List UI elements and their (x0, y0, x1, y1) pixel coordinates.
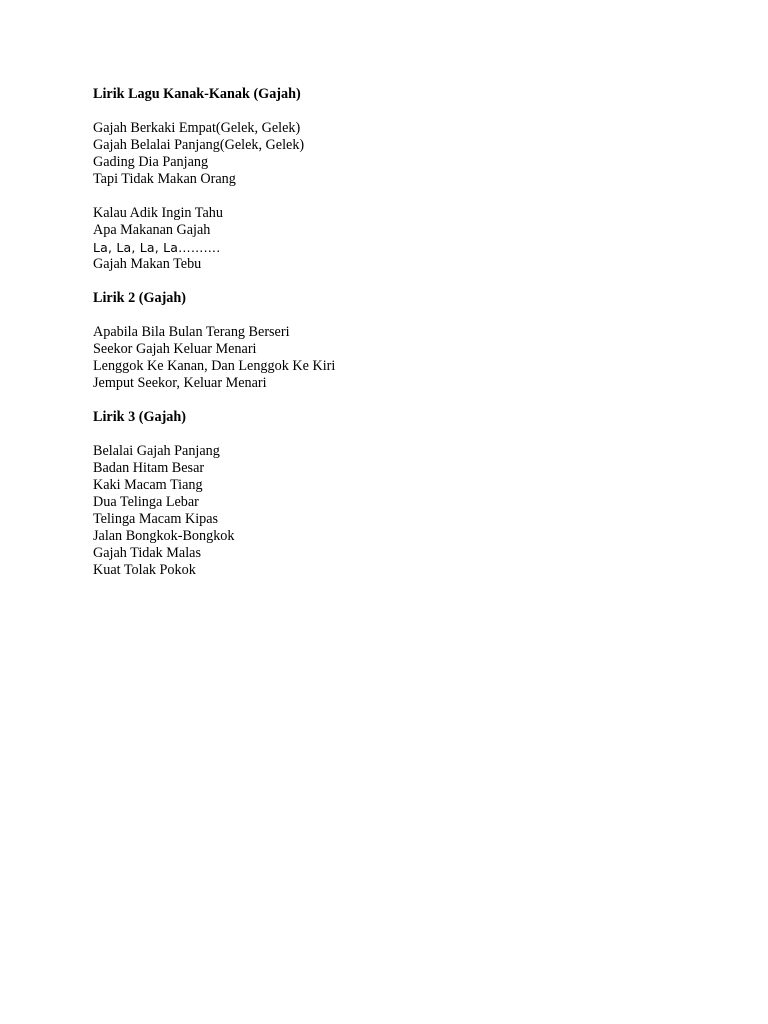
blank-line (93, 307, 713, 324)
lyric-line: Kalau Adik Ingin Tahu (93, 205, 223, 221)
lyric-line: Kaki Macam Tiang (93, 477, 203, 493)
section-heading-lirik-2: Lirik 2 (Gajah) (93, 290, 187, 306)
document-page (93, 86, 713, 579)
lyric-line: Telinga Macam Kipas (93, 511, 219, 527)
lyric-line: Gading Dia Panjang (93, 154, 209, 170)
lyric-line: Kuat Tolak Pokok (93, 562, 196, 578)
blank-line (93, 188, 713, 205)
stanza-3-1 (93, 443, 713, 579)
blank-line (93, 273, 713, 290)
lyric-line: Dua Telinga Lebar (93, 494, 199, 510)
lyric-line: Gajah Makan Tebu (93, 256, 202, 272)
stanza-2-1 (93, 324, 713, 392)
lyric-line: Jalan Bongkok-Bongkok (93, 528, 235, 544)
section-heading-lirik-1: Lirik Lagu Kanak-Kanak (Gajah) (93, 86, 301, 102)
blank-line (93, 426, 713, 443)
stanza-1-1 (93, 120, 713, 188)
lyric-line: Gajah Tidak Malas (93, 545, 201, 561)
lyric-line: Gajah Berkaki Empat(Gelek, Gelek) (93, 120, 301, 136)
stanza-1-2 (93, 205, 713, 273)
lyric-line: Apabila Bila Bulan Terang Berseri (93, 324, 290, 340)
lyric-line: Belalai Gajah Panjang (93, 443, 220, 459)
lyric-line: Apa Makanan Gajah (93, 222, 211, 238)
lyric-line: Jemput Seekor, Keluar Menari (93, 375, 267, 391)
blank-line (93, 103, 713, 120)
lyric-line-la: La, La, La, La………. (93, 240, 221, 255)
lyric-line: Tapi Tidak Makan Orang (93, 171, 236, 187)
lyric-line: Seekor Gajah Keluar Menari (93, 341, 257, 357)
section-heading-lirik-3: Lirik 3 (Gajah) (93, 409, 187, 425)
blank-line (93, 392, 713, 409)
lyric-line: Badan Hitam Besar (93, 460, 205, 476)
lyric-line: Lenggok Ke Kanan, Dan Lenggok Ke Kiri (93, 358, 336, 374)
lyric-line: Gajah Belalai Panjang(Gelek, Gelek) (93, 137, 305, 153)
